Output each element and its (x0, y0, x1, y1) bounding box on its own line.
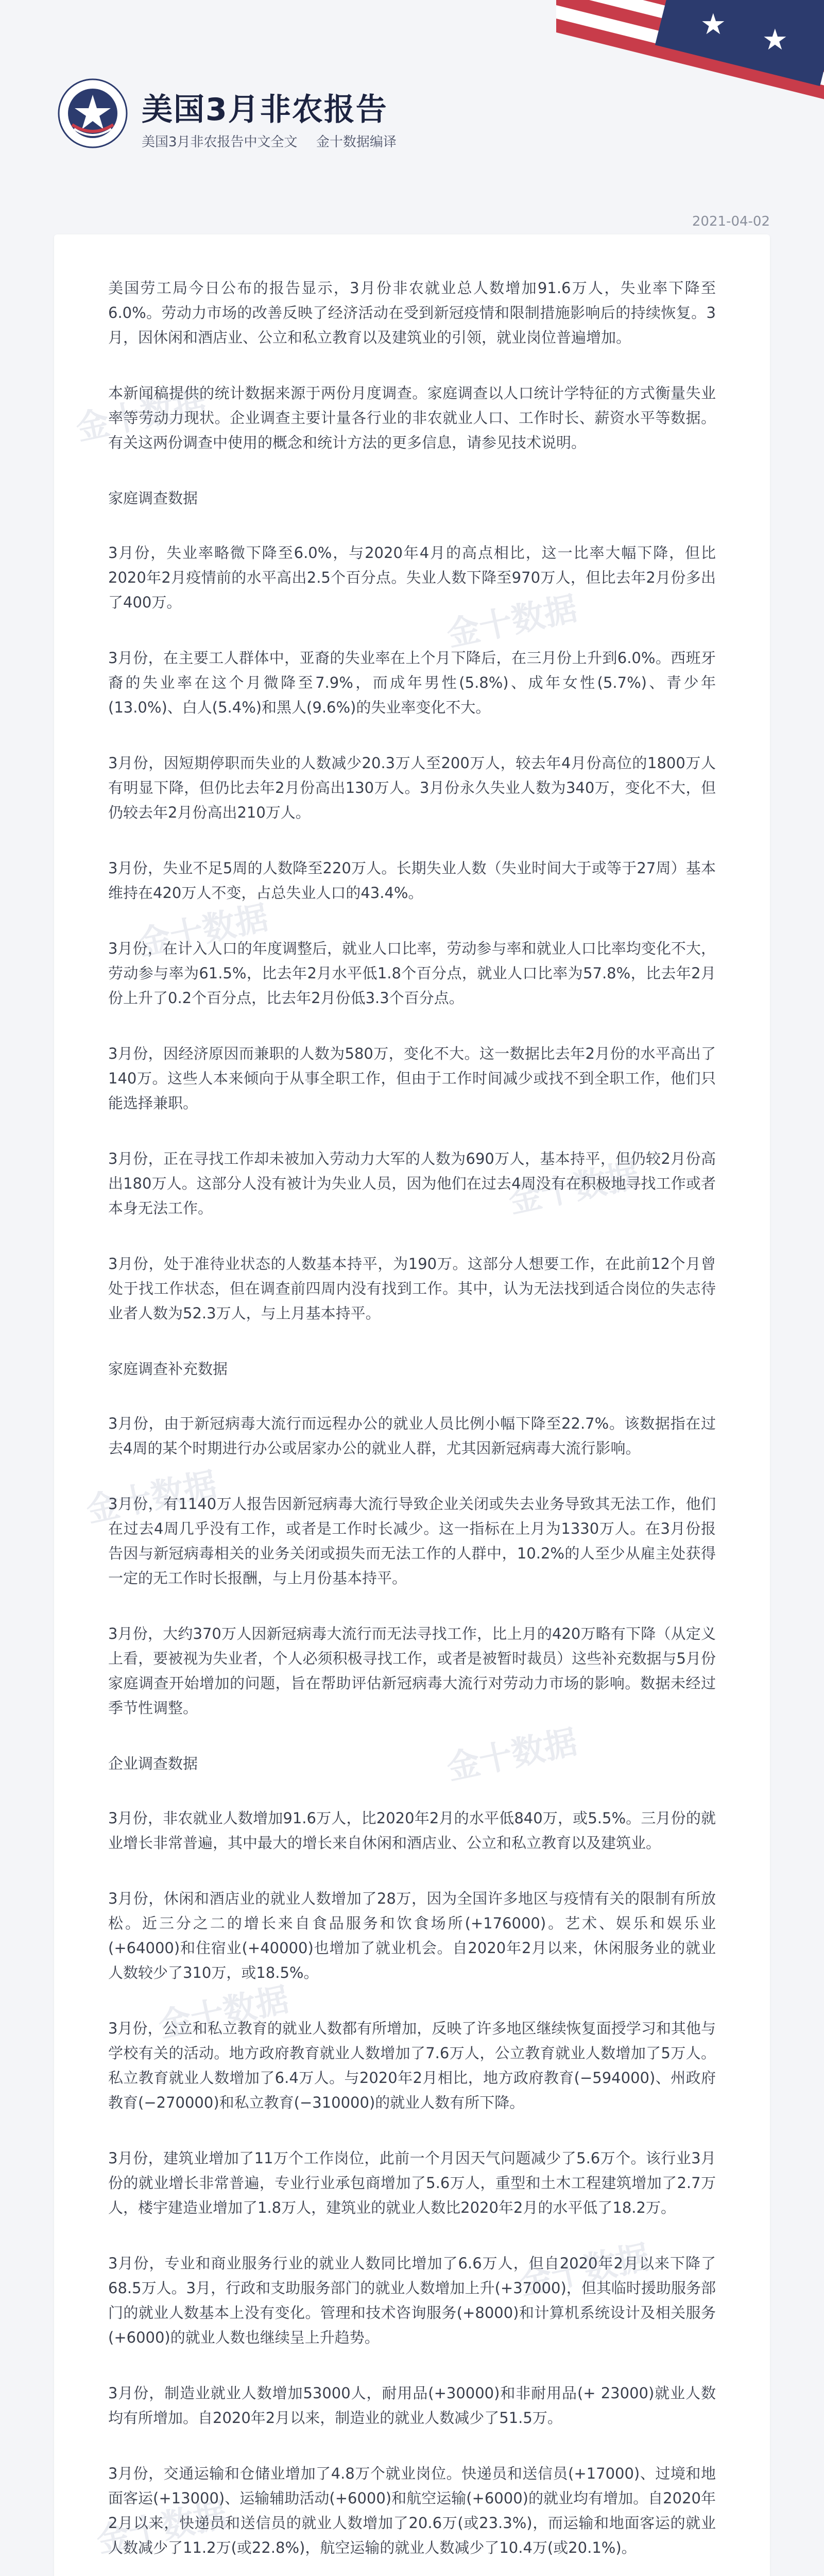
watermark-text: 金十数据 (443, 589, 581, 654)
subtitle-text: 美国3月非农报告中文全文 (142, 134, 298, 150)
watermark-text: 金十数据 (155, 1980, 293, 2045)
paragraph: 3月份，有1140万人报告因新冠病毒大流行导致企业关闭或失去业务导致其无法工作，他们在过去4周几乎没有工作，或者是工作时长减少。这一指标在上月为1330万人。在3月份报告因与新冠病毒相关的业务关闭或损失而无法工作的人群中，10.2%的人至少从雇主处获得一定的无工作时长报酬，与上月份基本持平。 (108, 1495, 716, 1587)
paragraph: 3月份，失业率略微下降至6.0%，与2020年4月的高点相比，这一比率大幅下降，但比2020年2月疫情前的水平高出2.5个百分点。失业人数下降至970万人，但比去年2月份多出了400万。 (108, 544, 716, 611)
watermark-text: 金十数据 (134, 899, 272, 963)
publish-date: 2021-04-02 (692, 214, 770, 229)
paragraph: 3月份，在主要工人群体中，亚裔的失业率在上个月下降后，在三月份上升到6.0%。西班牙裔的失业率在这个月微降至7.9%，而成年男性(5.8%)、成年女性(5.7%)、青少年(13.0%)、白人(5.4%)和黑人(9.6%)的失业率变化不大。 (108, 649, 716, 716)
article-card (54, 234, 770, 2576)
paragraph: 3月份，制造业就业人数增加53000人，耐用品(+30000)和非耐用品(+ 23000)就业人数均有所增加。自2020年2月以来，制造业的就业人数减少了51.5万。 (108, 2384, 716, 2427)
bls-seal-logo (57, 77, 129, 149)
paragraph: 3月份，失业不足5周的人数降至220万人。长期失业人数（失业时间大于或等于27周）基本维持在420万人不变，占总失业人口的43.4%。 (108, 859, 716, 902)
paragraph: 3月份，休闲和酒店业的就业人数增加了28万，因为全国许多地区与疫情有关的限制有所放松。近三分之二的增长来自食品服务和饮食场所(+176000)。艺术、娱乐和娱乐业(+64000)和住宿业(+40000)也增加了就业机会。自2020年2月以来，休闲服务业的就业人数较少了310万，或18.5%。 (108, 1890, 716, 1981)
paragraph: 3月份，公立和私立教育的就业人数都有所增加，反映了许多地区继续恢复面授学习和其他与学校有关的活动。地方政府教育就业人数增加了7.6万人，公立教育就业人数增加了5万人。私立教育就业人数增加了6.4万人。与2020年2月相比，地方政府教育(−594000)、州政府教育(−270000)和私立教育(−310000)的就业人数有所下降。 (108, 2020, 716, 2111)
paragraph: 3月份，交通运输和仓储业增加了4.8万个就业岗位。快递员和送信员(+17000)、过境和地面客运(+13000)、运输辅助活动(+6000)和航空运输(+6000)的就业均有增加。自2020年2月以来，快递员和送信员的就业人数增加了20.6万(或23.3%)，而运输和地面客运的就业人数减少了11.2万(或22.8%)，航空运输的就业人数减少了10.4万(或20.1%)。 (108, 2465, 716, 2556)
page-subtitle (142, 131, 411, 150)
header (0, 0, 824, 155)
paragraph: 3月份，处于准待业状态的人数基本持平，为190万。这部分人想要工作，在此前12个月曾处于找工作状态，但在调查前四周内没有找到工作。其中，认为无法找到适合岗位的失志待业者人数为52.3万人，与上月基本持平。 (108, 1255, 716, 1322)
watermark-text: 金十数据 (83, 1465, 220, 1530)
watermark-text: 金十数据 (505, 1156, 643, 1221)
flag-decoration (556, 0, 824, 118)
section-heading: 家庭调查补充数据 (108, 1360, 228, 1378)
source-text: 金十数据编译 (316, 134, 397, 150)
paragraph: 3月份，因短期停职而失业的人数减少20.3万人至200万人，较去年4月份高位的1800万人有明显下降，但仍比去年2月份高出130万人。3月份永久失业人数为340万，变化不大，但仍较去年2月份高出210万人。 (108, 754, 716, 821)
paragraph: 3月份，因经济原因而兼职的人数为580万，变化不大。这一数据比去年2月份的水平高出了140万。这些人本来倾向于从事全职工作，但由于工作时间减少或找不到全职工作，他们只能选择兼职。 (108, 1045, 716, 1112)
paragraph: 3月份，大约370万人因新冠病毒大流行而无法寻找工作，比上月的420万略有下降（从定义上看，要被视为失业者，个人必须积极寻找工作，或者是被暂时裁员）这些补充数据与5月份家庭调查开始增加的问题，旨在帮助评估新冠病毒大流行对劳动力市场的影响。数据未经过季节性调整。 (108, 1625, 716, 1717)
watermark-text: 金十数据 (73, 383, 210, 448)
paragraph: 3月份，非农就业人数增加91.6万人，比2020年2月的水平低840万，或5.5%。三月份的就业增长非常普遍，其中最大的增长来自休闲和酒店业、公立和私立教育以及建筑业。 (108, 1809, 716, 1852)
paragraph: 3月份，建筑业增加了11万个工作岗位，此前一个月因天气问题减少了5.6万个。该行业3月份的就业增长非常普遍，专业行业承包商增加了5.6万人，重型和土木工程建筑增加了2.7万人，楼宇建造业增加了1.8万人，建筑业的就业人数比2020年2月的水平低了18.2万。 (108, 2149, 716, 2216)
paragraph: 本新闻稿提供的统计数据来源于两份月度调查。家庭调查以人口统计学特征的方式衡量失业率等劳动力现状。企业调查主要计量各行业的非农就业人口、工作时长、薪资水平等数据。有关这两份调查中使用的概念和统计方法的更多信息，请参见技术说明。 (108, 384, 716, 451)
section-heading: 企业调查数据 (108, 1755, 198, 1772)
paragraph: 3月份，正在寻找工作却未被加入劳动力大军的人数为690万人，基本持平，但仍较2月份高出180万人。这部分人没有被计为失业人员，因为他们在过去4周没有在积极地寻找工作或者本身无法工作。 (108, 1150, 716, 1217)
watermark-text: 金十数据 (443, 1723, 581, 1788)
paragraph: 3月份，在计入人口的年度调整后，就业人口比率，劳动参与率和就业人口比率均变化不大，劳动参与率为61.5%，比去年2月水平低1.8个百分点，就业人口比率为57.8%，比去年2月份上升了0.2个百分点，比去年2月份低3.3个百分点。 (108, 940, 716, 1007)
star-icon: ★ (700, 8, 726, 41)
watermark-text: 金十数据 (93, 2496, 231, 2561)
watermark-text: 金十数据 (516, 2238, 653, 2303)
star-icon: ★ (762, 23, 788, 57)
paragraph: 3月份，由于新冠病毒大流行而远程办公的就业人员比例小幅下降至22.7%。该数据指在过去4周的某个时期进行办公或居家办公的就业人群，尤其因新冠病毒大流行影响。 (108, 1415, 716, 1457)
paragraph: 美国劳工局今日公布的报告显示，3月份非农就业总人数增加91.6万人，失业率下降至6.0%。劳动力市场的改善反映了经济活动在受到新冠疫情和限制措施影响后的持续恢复。3月，因休闲和酒店业、公立和私立教育以及建筑业的引领，就业岗位普遍增加。 (108, 279, 716, 346)
page-title: 美国3月非农报告 (142, 92, 388, 128)
section-heading: 家庭调查数据 (108, 489, 198, 507)
paragraph: 3月份，专业和商业服务行业的就业人数同比增加了6.6万人，但自2020年2月以来下降了68.5万人。3月，行政和支助服务部门的就业人数增加上升(+37000)，但其临时援助服务部门的就业人数基本上没有变化。管理和技术咨询服务(+8000)和计算机系统设计及相关服务(+6000)的就业人数也继续呈上升趋势。 (108, 2255, 716, 2346)
